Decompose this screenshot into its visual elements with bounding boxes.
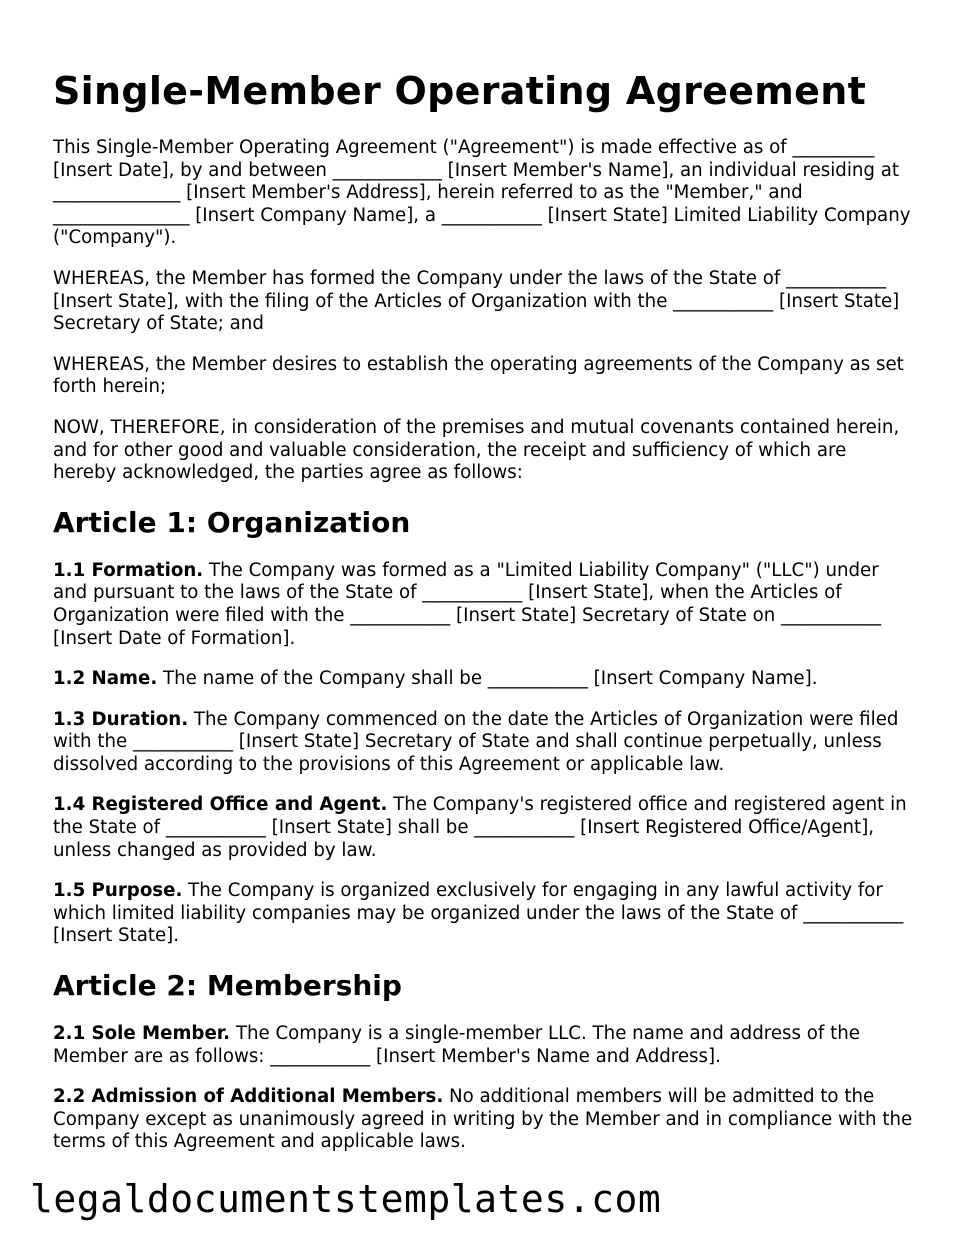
- section-1-1: [53, 560, 915, 650]
- section-1-4: [53, 794, 915, 862]
- article-2-heading: Article 2: Membership: [53, 969, 402, 1003]
- section-text: The Company commenced on the date the Articles of Organization were filed with the ___________ [Insert State] Secretary of State and shall continue perpetually, unless dissolved according to the provisions of this Agreement or applicable law.: [53, 708, 899, 775]
- section-label: 1.2 Name.: [53, 668, 158, 690]
- intro-paragraph: This Single-Member Operating Agreement ("Agreement") is made effective as of _________ [Insert Date], by and between ____________ [Insert Member's Name], an individual residing at ______________ [Insert Member's Address], herein referred to as the "Member," and _______________ [Insert Company Name], a ___________ [Insert State] Limited Liability Company ("Company").: [53, 137, 911, 249]
- document-page: [53, 66, 915, 1172]
- now-therefore-paragraph: NOW, THEREFORE, in consideration of the premises and mutual covenants contained herein, and for other good and valuable consideration, the receipt and sufficiency of which are hereby acknowledged, the parties agree as follows:: [53, 416, 900, 484]
- article-1-heading: Article 1: Organization: [53, 505, 411, 539]
- section-label: 1.5 Purpose.: [53, 880, 183, 902]
- section-label: 2.2 Admission of Additional Members.: [53, 1086, 444, 1108]
- section-1-2: [53, 668, 915, 691]
- section-text: The Company was formed as a "Limited Liability Company" ("LLC") under and pursuant to the laws of the State of ___________ [Insert State], when the Articles of Organization were filed with the ___________ [Insert State] Secretary of State on ___________ [Insert Date of Formation].: [53, 559, 882, 649]
- section-text: The Company is organized exclusively for engaging in any lawful activity for which limited liability companies may be organized under the laws of the State of ___________ [Insert State].: [53, 880, 904, 947]
- whereas-paragraph: WHEREAS, the Member has formed the Company under the laws of the State of ___________ [Insert State], with the filing of the Articles of Organization with the ___________ [Insert State] Secretary of State; and: [53, 267, 900, 335]
- document-title: Single-Member Operating Agreement: [53, 69, 867, 113]
- section-text: No additional members will be admitted to the Company except as unanimously agreed in writing by the Member and in compliance with the terms of this Agreement and applicable laws.: [53, 1086, 913, 1153]
- section-1-3: [53, 709, 915, 777]
- section-2-2: [53, 1086, 915, 1154]
- section-label: 1.3 Duration.: [53, 708, 189, 730]
- section-label: 1.4 Registered Office and Agent.: [53, 794, 388, 816]
- section-label: 2.1 Sole Member.: [53, 1023, 231, 1045]
- section-2-1: [53, 1023, 915, 1068]
- section-text: The Company is a single-member LLC. The name and address of the Member are as follows: ___________ [Insert Member's Name and Address].: [53, 1023, 860, 1067]
- section-text: The Company's registered office and registered agent in the State of ___________ [Insert State] shall be ___________ [Insert Registered Office/Agent], unless changed as provided by law.: [53, 794, 907, 861]
- section-label: 1.1 Formation.: [53, 559, 204, 581]
- whereas-paragraph: WHEREAS, the Member desires to establish the operating agreements of the Company as set forth herein;: [53, 353, 904, 398]
- site-watermark: legaldocumentstemplates.com: [30, 1177, 662, 1221]
- section-1-5: [53, 880, 915, 948]
- section-text: The name of the Company shall be ___________ [Insert Company Name].: [157, 668, 818, 690]
